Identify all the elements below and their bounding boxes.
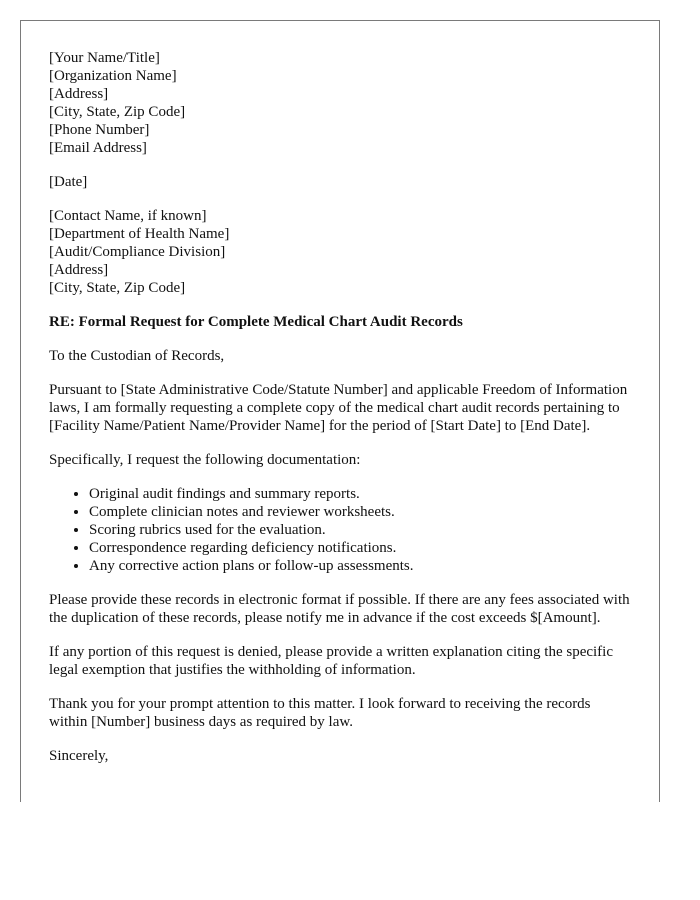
list-item: • Original audit findings and summary reports. bbox=[89, 485, 631, 503]
sender-city-state-zip: [City, State, Zip Code] bbox=[49, 104, 186, 120]
format-request-paragraph: Please provide these records in electronic format if possible. If there are any fees associated with the duplication of these records, please notify me in advance if the cost exceeds $[Amount]. bbox=[49, 592, 630, 626]
letter-date: [Date] bbox=[49, 174, 88, 190]
sender-address: [Address] bbox=[49, 86, 109, 102]
list-intro-paragraph: Specifically, I request the following documentation: bbox=[49, 452, 361, 468]
recipient-city-state-zip: [City, State, Zip Code] bbox=[49, 280, 186, 296]
list-item: • Complete clinician notes and reviewer worksheets. bbox=[89, 503, 631, 521]
salutation: To the Custodian of Records, bbox=[49, 348, 225, 364]
sender-name: [Your Name/Title] bbox=[49, 50, 160, 66]
list-item: • Scoring rubrics used for the evaluation. bbox=[89, 521, 631, 539]
intro-paragraph: Pursuant to [State Administrative Code/Statute Number] and applicable Freedom of Information laws, I am formally requesting a complete copy of the medical chart audit records pertaining to [Facility Name/Patient Name/Provider Name] for the period of [Start Date] to [End Date]. bbox=[49, 382, 628, 434]
subject-line: RE: Formal Request for Complete Medical Chart Audit Records bbox=[49, 314, 463, 330]
recipient-address: [Address] bbox=[49, 262, 109, 278]
closing-signoff: Sincerely, bbox=[49, 748, 109, 764]
sender-organization: [Organization Name] bbox=[49, 68, 177, 84]
sender-phone: [Phone Number] bbox=[49, 122, 150, 138]
sender-address-block bbox=[49, 49, 631, 157]
denial-clause-paragraph: If any portion of this request is denied, please provide a written explanation citing the specific legal exemption that justifies the withholding of information. bbox=[49, 644, 613, 678]
closing-paragraph: Thank you for your prompt attention to this matter. I look forward to receiving the records within [Number] business days as required by law. bbox=[49, 696, 591, 730]
recipient-division: [Audit/Compliance Division] bbox=[49, 244, 226, 260]
recipient-contact-name: [Contact Name, if known] bbox=[49, 208, 207, 224]
list-item: • Any corrective action plans or follow-up assessments. bbox=[89, 557, 631, 575]
letter-page bbox=[20, 20, 660, 802]
recipient-department: [Department of Health Name] bbox=[49, 226, 230, 242]
recipient-address-block bbox=[49, 207, 631, 297]
sender-email: [Email Address] bbox=[49, 140, 147, 156]
list-item: • Correspondence regarding deficiency notifications. bbox=[89, 539, 631, 557]
requested-documents-list bbox=[49, 485, 631, 575]
